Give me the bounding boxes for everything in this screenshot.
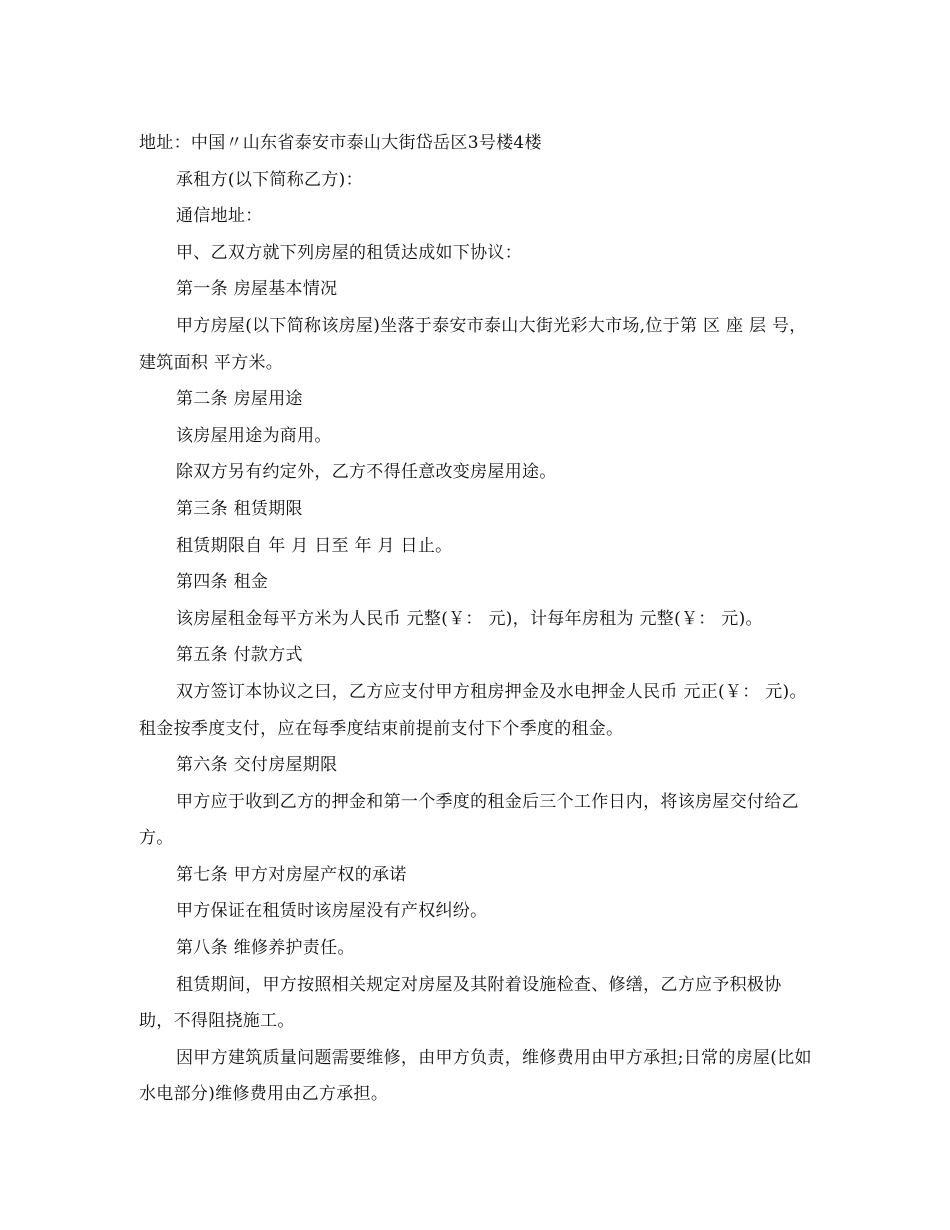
- article-8-heading: 第八条 维修养护责任。: [176, 938, 355, 959]
- article-7-body: 甲方保证在租赁时该房屋没有产权纠纷。: [176, 901, 488, 922]
- article-1-body: 甲方房屋(以下简称该房屋)坐落于泰安市泰山大街光彩大市场,位于第 区 座 层 号，建筑面积 平方米。: [139, 315, 807, 373]
- address-line: 地址：中国〃山东省泰安市泰山大街岱岳区3号楼4楼: [139, 133, 542, 153]
- article-5-heading: 第五条 付款方式: [176, 645, 303, 666]
- article-6-heading: 第六条 交付房屋期限: [176, 755, 338, 776]
- article-2-body-1: 该房屋用途为商用。: [176, 425, 332, 446]
- article-2-heading: 第二条 房屋用途: [176, 389, 303, 410]
- article-4-body: 该房屋租金每平方米为人民币 元整(￥： 元)，计每年房租为 元整(￥： 元)。: [176, 608, 763, 629]
- article-1-heading: 第一条 房屋基本情况: [176, 279, 338, 300]
- document-body: [139, 125, 814, 1113]
- article-4-heading: 第四条 租金: [176, 572, 269, 593]
- article-6-body: 甲方应于收到乙方的押金和第一个季度的租金后三个工作日内，将该房屋交付给乙方。: [139, 791, 799, 849]
- mailing-address-line: 通信地址：: [176, 206, 263, 227]
- agreement-intro: 甲、乙双方就下列房屋的租赁达成如下协议：: [176, 242, 522, 263]
- article-8-body-2: 因甲方建筑质量问题需要维修，由甲方负责，维修费用由甲方承担;日常的房屋(比如水电部分)维修费用由乙方承担。: [139, 1047, 812, 1105]
- article-8-body-1: 租赁期间，甲方按照相关规定对房屋及其附着设施检查、修缮，乙方应予积极协助，不得阻挠施工。: [139, 974, 782, 1032]
- article-3-heading: 第三条 租赁期限: [176, 498, 303, 519]
- article-2-body-2: 除双方另有约定外，乙方不得任意改变房屋用途。: [176, 462, 557, 483]
- article-5-body: 双方签订本协议之曰，乙方应支付甲方租房押金及水电押金人民币 元正(￥： 元)。租金按季度支付，应在每季度结束前提前支付下个季度的租金。: [139, 681, 807, 739]
- lessee-line: 承租方(以下简称乙方)：: [176, 169, 363, 190]
- article-7-heading: 第七条 甲方对房屋产权的承诺: [176, 864, 407, 885]
- article-3-body: 租赁期限自 年 月 日至 年 月 日止。: [176, 535, 453, 556]
